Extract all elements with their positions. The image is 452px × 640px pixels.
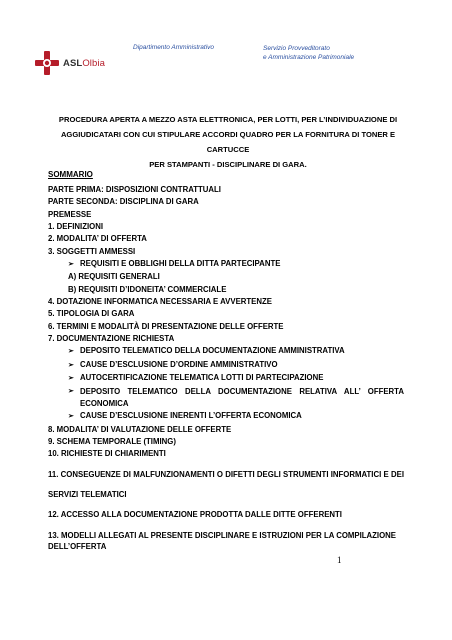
asl-cross-icon [34, 50, 60, 76]
toc-subitem [48, 372, 404, 385]
toc-subitem [48, 386, 404, 398]
toc-item: PREMESSE [48, 209, 92, 219]
toc-item-continuation: SERVIZI TELEMATICI [48, 489, 127, 499]
toc-item: PARTE PRIMA: DISPOSIZIONI CONTRATTUALI [48, 185, 221, 194]
arrow-bullet-icon: ➢ [68, 361, 74, 369]
toc-item: 7. DOCUMENTAZIONE RICHIESTA [48, 334, 175, 344]
toc-item: 9. SCHEMA TEMPORALE (TIMING) [48, 436, 176, 446]
toc-item: 12. ACCESSO ALLA DOCUMENTAZIONE PRODOTTA DALLE DITTE OFFERENTI [48, 510, 342, 520]
toc-subitem-label: DEPOSITO TELEMATICO DELLA DOCUMENTAZIONE AMMINISTRATIVA [80, 346, 345, 356]
toc-subitem [48, 284, 404, 296]
toc-subitem-label: REQUISITI E OBBLIGHI DELLA DITTA PARTECIPANTE [80, 259, 281, 269]
toc-item: PARTE SECONDA: DISCIPLINA DI GARA [48, 197, 199, 207]
arrow-bullet-icon: ➢ [68, 261, 74, 269]
title-line-1: PROCEDURA APERTA A MEZZO ASTA ELETTRONICA, PER LOTTI, PER L’INDIVIDUAZIONE DI [58, 115, 398, 124]
toc-subitem-continuation: ECONOMICA [80, 398, 129, 408]
toc-subitem-label: AUTOCERTIFICAZIONE TELEMATICA LOTTI DI PARTECIPAZIONE [80, 373, 324, 383]
logo-text-olbia: Olbia [82, 58, 105, 69]
logo-text-asl: ASL [63, 58, 83, 69]
toc-item: 13. MODELLI ALLEGATI AL PRESENTE DISCIPLINARE E ISTRUZIONI PER LA COMPILAZIONE DELL’OFFERTA [48, 530, 396, 551]
toc-item: 5. TIPOLOGIA DI GARA [48, 309, 135, 319]
toc-subitem-label: CAUSE D’ESCLUSIONE INERENTI L’OFFERTA ECONOMICA [80, 411, 302, 421]
table-of-contents [48, 184, 404, 552]
service-label [263, 44, 354, 62]
toc-subitem [48, 359, 404, 372]
title-line-3: PER STAMPANTI - DISCIPLINARE DI GARA. [149, 160, 307, 169]
toc-item: 11. CONSEGUENZE DI MALFUNZIONAMENTI O DIFETTI DEGLI STRUMENTI INFORMATICI E DEI [48, 469, 404, 479]
toc-subitem-label: B) REQUISITI D’IDONEITA’ COMMERCIALE [68, 284, 227, 294]
toc-item: 3. SOGGETTI AMMESSI [48, 246, 136, 256]
service-line-1: Servizio Provveditorato [263, 45, 330, 52]
document-title [58, 112, 398, 172]
title-line-2: AGGIUDICATARI CON CUI STIPULARE ACCORDI QUADRO PER LA FORNITURA DI TONER E CARTUCCE [60, 130, 396, 154]
service-line-2: e Amministrazione Patrimoniale [263, 54, 355, 61]
logo-wordmark [63, 58, 105, 69]
page-number: 1 [337, 555, 342, 565]
arrow-bullet-icon: ➢ [68, 413, 74, 421]
sommario-heading: SOMMARIO [48, 170, 93, 179]
toc-item: 8. MODALITA’ DI VALUTAZIONE DELLE OFFERTE [48, 424, 232, 434]
toc-item: 2. MODALITA’ DI OFFERTA [48, 234, 147, 244]
toc-item: 4. DOTAZIONE INFORMATICA NECESSARIA E AVVERTENZE [48, 297, 272, 307]
toc-subitem-label: CAUSE D’ESCLUSIONE D’ORDINE AMMINISTRATIVO [80, 359, 278, 369]
toc-subitem [48, 410, 404, 423]
toc-subitem-label: DEPOSITO TELEMATICO DELLA DOCUMENTAZIONE RELATIVA ALL’ OFFERTA [80, 386, 404, 396]
arrow-bullet-icon: ➢ [68, 375, 74, 383]
toc-subitem [48, 271, 404, 283]
arrow-bullet-icon: ➢ [68, 387, 74, 395]
toc-subitem [48, 345, 404, 358]
toc-item: 6. TERMINI E MODALITÀ DI PRESENTAZIONE DELLE OFFERTE [48, 321, 284, 331]
department-label: Dipartimento Amministrativo [133, 44, 215, 51]
toc-item: 1. DEFINIZIONI [48, 222, 104, 232]
toc-subitem-label: A) REQUISITI GENERALI [68, 272, 160, 282]
toc-subitem [48, 258, 404, 271]
toc-item: 10. RICHIESTE DI CHIARIMENTI [48, 449, 166, 459]
arrow-bullet-icon: ➢ [68, 348, 74, 356]
